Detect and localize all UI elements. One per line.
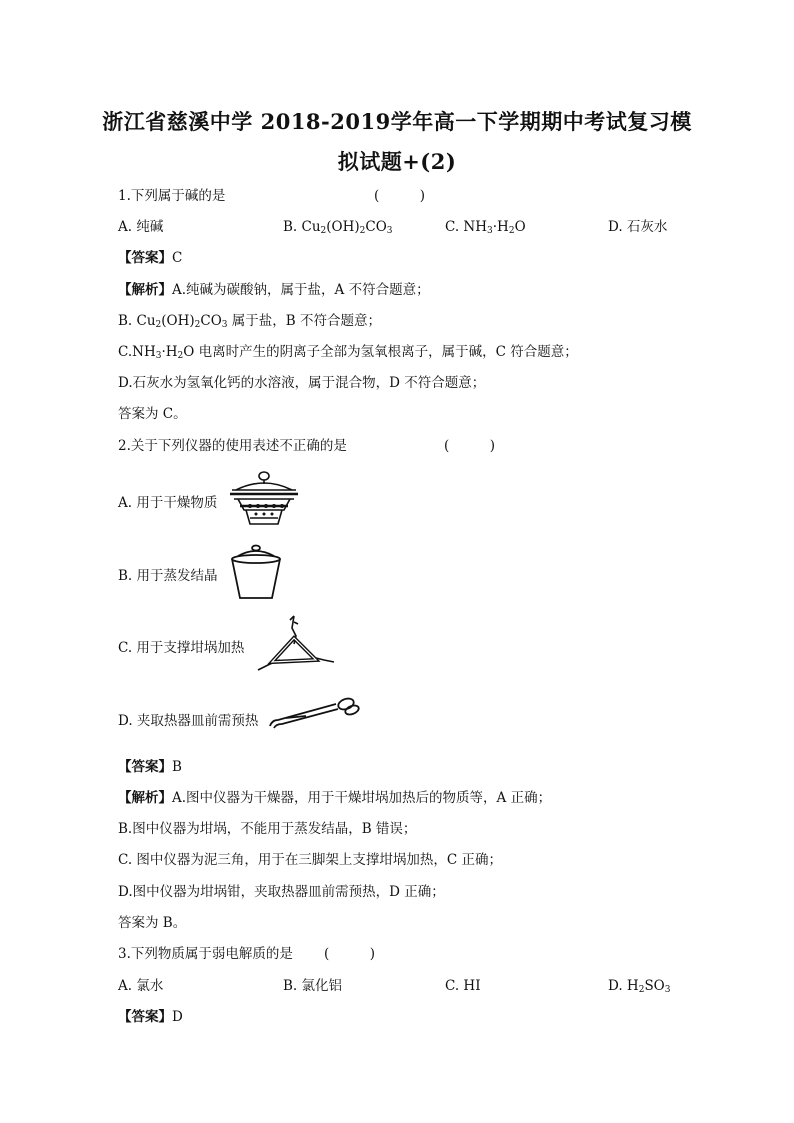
crucible-image <box>228 544 284 602</box>
q1-paren: ( ) <box>374 188 426 204</box>
desiccator-image <box>228 468 300 530</box>
q2-conclusion: 答案为 B。 <box>118 915 187 931</box>
q1-analysis-c: $C.NH_3\cdot H_2O$ 电离时产生的阴离子全部为氢氧根离子，属于碱，C 符合题意； <box>118 344 578 361</box>
doc-title-line2: 拟试题+(2) <box>337 149 457 174</box>
q1-analysis-d: D.石灰水为氢氧化钙的水溶液，属于混合物，D 不符合题意； <box>118 375 486 391</box>
q1-option-a: A. 纯碱 <box>118 219 164 235</box>
q3-option-d: D. $H_2SO_3$ <box>608 978 671 995</box>
q1-analysis-a: 【解析】A.纯碱为碳酸钠，属于盐，A 不符合题意； <box>118 282 430 298</box>
q3-stem: 3.下列物质属于弱电解质的是 <box>118 946 293 962</box>
q2-stem: 2.关于下列仪器的使用表述不正确的是 <box>118 438 347 454</box>
q3-option-b: B. 氯化铝 <box>283 978 343 994</box>
q1-stem-text: 1.下列属于碱的是 <box>118 188 226 204</box>
q1-answer: 【答案】C <box>118 250 183 266</box>
q3-option-c: C. HI <box>445 978 481 994</box>
q1-stem <box>118 187 225 205</box>
q1-analysis-b: B. $Cu_2(OH)_2CO_3$ 属于盐，B 不符合题意； <box>118 313 382 330</box>
crucible-tongs-image <box>266 694 362 730</box>
q3-answer: 【答案】D <box>118 1009 183 1025</box>
q2-answer: 【答案】B <box>118 759 182 775</box>
q2-analysis-a: 【解析】A.图中仪器为干燥器，用于干燥坩埚加热后的物质等，A 正确； <box>118 790 552 806</box>
q2-paren: ( ) <box>444 438 496 454</box>
q2-option-c: C. 用于支撑坩埚加热 <box>118 640 245 656</box>
q2-option-b: B. 用于蒸发结晶 <box>118 568 218 584</box>
q1-option-c: C. $NH_3\cdot H_2O$ <box>445 219 526 236</box>
q1-option-d: D. 石灰水 <box>608 219 668 235</box>
q3-paren: ( ) <box>324 946 376 962</box>
q2-analysis-b: B.图中仪器为坩埚，不能用于蒸发结晶，B 错误； <box>118 821 417 837</box>
q3-option-a: A. 氯水 <box>118 978 164 994</box>
q1-conclusion: 答案为 C。 <box>118 406 187 422</box>
q2-analysis-c: C. 图中仪器为泥三角，用于在三脚架上支撑坩埚加热，C 正确； <box>118 852 503 868</box>
doc-title-line1: 浙江省慈溪中学 2018-2019学年高一下学期期中考试复习模 <box>102 109 692 134</box>
q2-option-a: A. 用于干燥物质 <box>118 495 218 511</box>
q2-option-d: D. 夹取热器皿前需预热 <box>118 713 259 729</box>
q2-analysis-d: D.图中仪器为坩埚钳，夹取热器皿前需预热，D 正确； <box>118 884 445 900</box>
clay-triangle-image <box>250 614 340 678</box>
q1-option-b: B. $Cu_2(OH)_2CO_3$ <box>283 219 393 236</box>
